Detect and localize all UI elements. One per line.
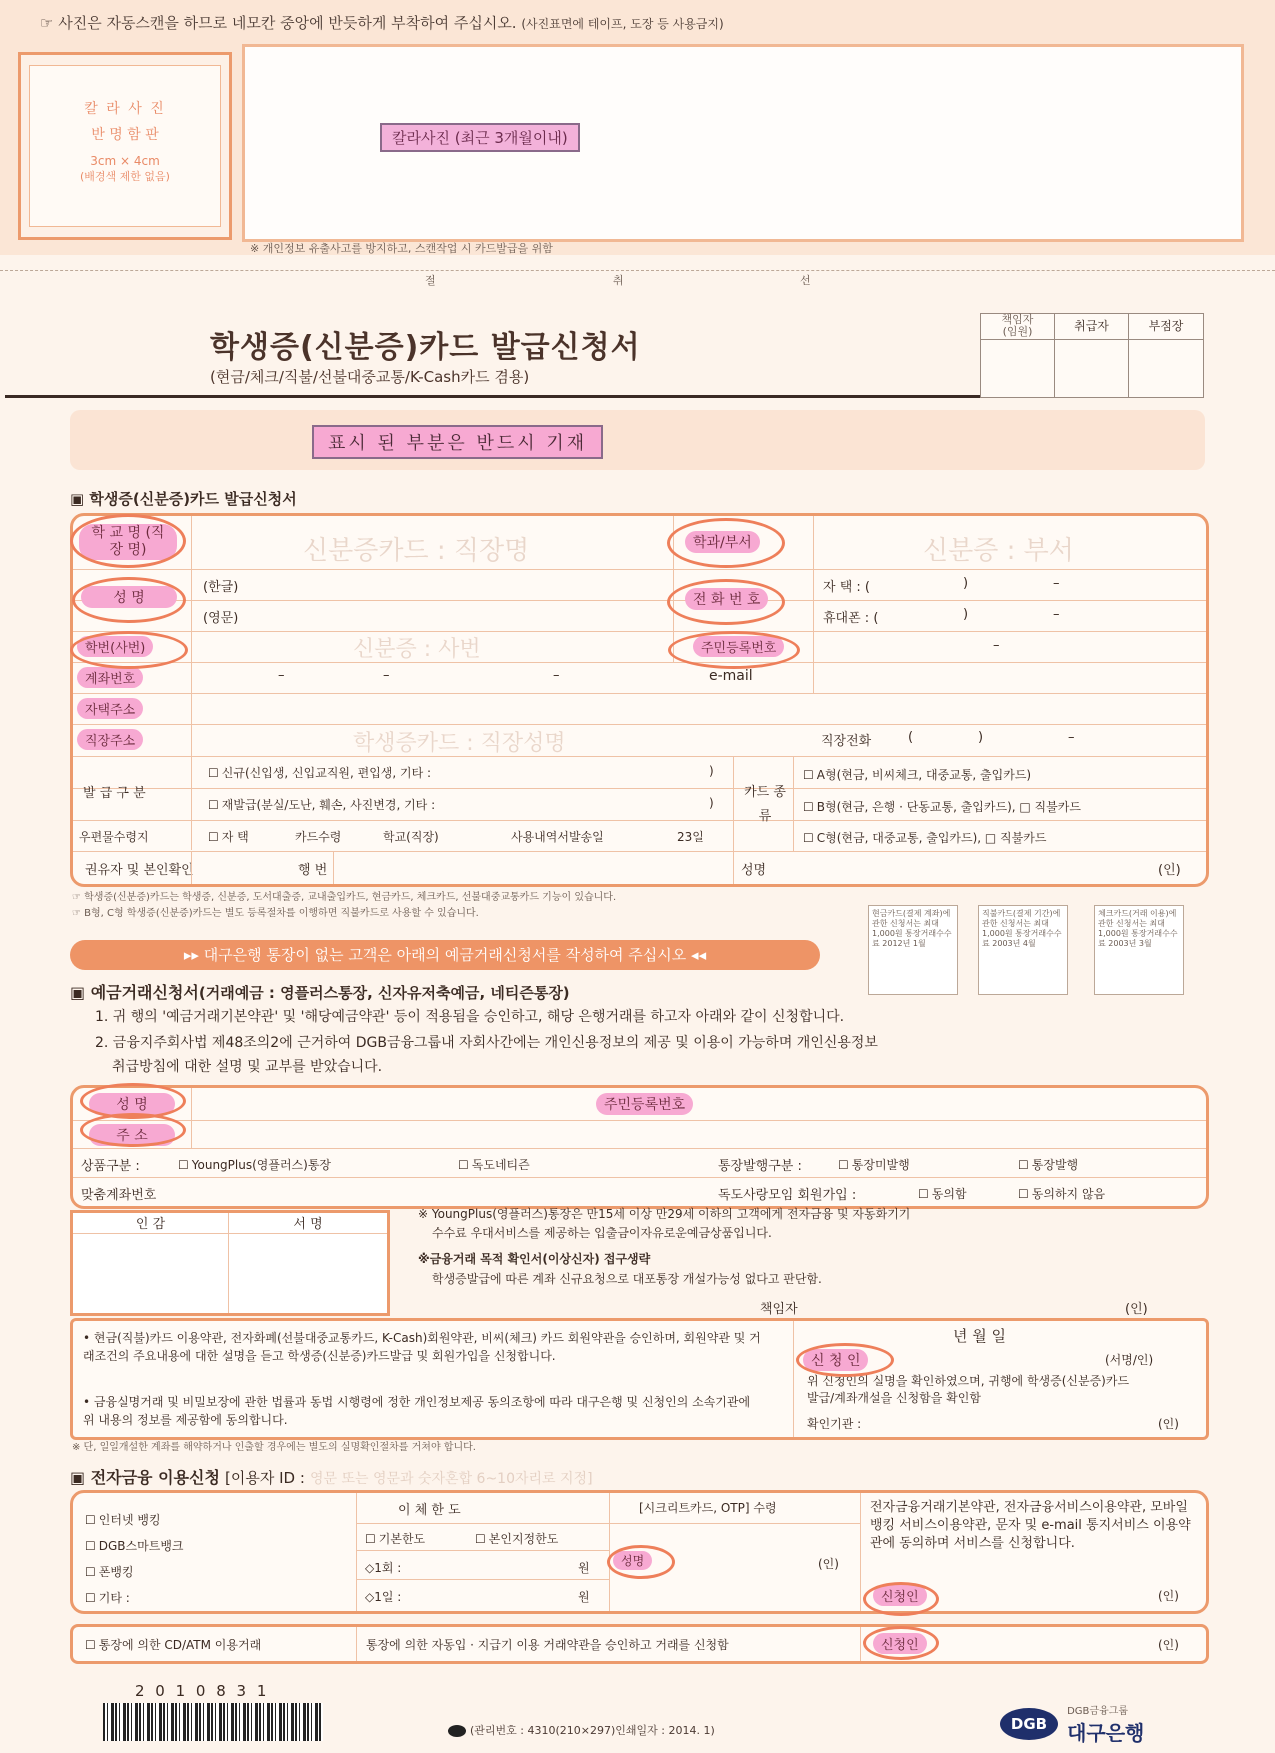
cut-mark: 선 bbox=[800, 274, 811, 287]
watermark-text: 신분증카드 : 직장명 bbox=[303, 536, 530, 566]
fee-notice-box bbox=[1094, 905, 1184, 995]
cut-mark: 취 bbox=[613, 274, 624, 287]
account-dash: – bbox=[553, 668, 560, 683]
custom-limit-checkbox[interactable]: ☐ 본인지정한도 bbox=[475, 1530, 558, 1547]
deposit-para: 취급방침에 대한 설명 및 교부를 받았습니다. bbox=[112, 1059, 383, 1075]
user-id-label: [이용자 ID : bbox=[225, 1469, 305, 1487]
stamp-label: 취급자 bbox=[1055, 314, 1129, 340]
cd-atm-row bbox=[70, 1624, 1209, 1664]
deposit-title: ▣ 예금거래신청서 bbox=[70, 983, 199, 1002]
consent-text: • 현금(직불)카드 이용약관, 전자화폐(선불대중교통카드, K-Cash)회원약관, 비씨(체크) 카드 회원약관을 승인하며, 회원약관 및 거래조건의 주요내용에 대한 설명을 듣고 학생증(신분증)카드발급 및 회원가입을 신청합니다. bbox=[83, 1331, 761, 1363]
once-limit-unit: 원 bbox=[578, 1561, 590, 1575]
reissue-checkbox[interactable]: ☐ 재발급(분실/도난, 훼손, 사진변경, 기타 : bbox=[208, 796, 435, 813]
mobile-close: ) bbox=[963, 607, 969, 622]
phone-label: 전 화 번 호 bbox=[685, 588, 768, 610]
photo-label-frame bbox=[18, 52, 232, 240]
sign-label: 성명 bbox=[741, 863, 767, 878]
photo-attach-area[interactable] bbox=[242, 44, 1244, 242]
ebank-title: ▣ 전자금융 이용신청 bbox=[70, 1468, 220, 1487]
name-kor-label: (한글) bbox=[203, 580, 239, 595]
other-service-checkbox[interactable]: ☐ 기타 : bbox=[85, 1589, 130, 1606]
cut-line bbox=[0, 270, 1275, 271]
mail-place-label: 우편물수령지 bbox=[79, 830, 149, 844]
otp-seal: (인) bbox=[818, 1557, 839, 1571]
card-type-b-checkbox[interactable]: ☐ B형(현금, 은행 · 단동교통, 출입카드), □ 직불카드 bbox=[803, 798, 1081, 815]
title-underline bbox=[5, 395, 980, 398]
home-phone-close: ) bbox=[963, 576, 969, 591]
required-circle bbox=[667, 518, 785, 568]
photo-instruction: ☞ 사진은 자동스캔을 하므로 네모칸 중앙에 반듯하게 부착하여 주십시오. (사진표면에 테이프, 도장 등 사용금지) bbox=[40, 14, 724, 32]
work-phone-dash: – bbox=[1068, 730, 1075, 745]
daily-limit-label: ◇1일 : bbox=[365, 1590, 402, 1604]
cd-atm-applicant-label: 신청인 bbox=[873, 1633, 927, 1654]
barcode-number: 2 0 1 0 8 3 1 bbox=[135, 1682, 270, 1700]
required-circle bbox=[667, 579, 785, 625]
once-limit-label: ◇1회 : bbox=[365, 1561, 402, 1575]
name-eng-label: (영문) bbox=[203, 611, 239, 626]
mail-school-value: 학교(직장) bbox=[383, 830, 439, 844]
work-phone-open: ( bbox=[908, 730, 914, 745]
internet-banking-checkbox[interactable]: ☐ 인터넷 뱅킹 bbox=[85, 1511, 161, 1528]
ebank-applicant-label: 신청인 bbox=[873, 1585, 927, 1606]
photo-label-line: 3cm × 4cm bbox=[90, 154, 160, 168]
fee-notice-box bbox=[978, 905, 1068, 995]
required-circle bbox=[668, 631, 800, 669]
account-dash: – bbox=[383, 668, 390, 683]
basic-limit-checkbox[interactable]: ☐ 기본한도 bbox=[365, 1530, 425, 1547]
confirm-org-label: 확인기관 : bbox=[807, 1417, 862, 1431]
otp-label: [시크리트카드, OTP] 수령 bbox=[639, 1501, 777, 1515]
card-type-a-checkbox[interactable]: ☐ A형(현금, 비씨체크, 대중교통, 출입카드) bbox=[803, 766, 1031, 783]
ebank-title-row bbox=[70, 1465, 593, 1488]
mgmt-number-row bbox=[448, 1722, 715, 1738]
color-photo-badge: 칼라사진 (최근 3개월이내) bbox=[380, 123, 580, 152]
user-id-hint: 영문 또는 영문과 숫자혼합 6~10자리로 지정] bbox=[309, 1471, 593, 1487]
dokdo-netizen-checkbox[interactable]: ☐ 독도네티즌 bbox=[458, 1156, 530, 1173]
barcode bbox=[103, 1703, 323, 1741]
product-label: 상품구분 : bbox=[81, 1159, 140, 1174]
work-address-label: 직장주소 bbox=[77, 729, 143, 750]
statement-date-label: 사용내역서발송일 bbox=[511, 830, 604, 844]
no-passbook-checkbox[interactable]: ☐ 통장미발행 bbox=[838, 1156, 910, 1173]
deposit-name-label: 성 명 bbox=[89, 1093, 175, 1115]
photo-label-line: 칼 라 사 진 bbox=[84, 101, 166, 117]
mobile-dash: – bbox=[1053, 607, 1060, 622]
deposit-para: 2. 금융지주회사법 제48조의2에 근거하여 DGB금융그룹내 자회사간에는 개인신용정보의 제공 및 이용이 가능하며 개인신용정보 bbox=[95, 1035, 878, 1051]
applicant-label: 신 청 인 bbox=[803, 1349, 868, 1371]
required-circle bbox=[70, 631, 188, 669]
statement-day-value: 23일 bbox=[677, 830, 704, 844]
authority-label: 권유자 및 본인확인 bbox=[85, 863, 194, 878]
dgb-logo-icon: DGB bbox=[1000, 1708, 1058, 1740]
fee-notice-text: 현금카드(결제 계좌)에 관한 신청서는 최대 1,000원 통장거래수수료 2012년 1월 bbox=[872, 909, 952, 948]
cd-atm-seal: (인) bbox=[1158, 1638, 1179, 1652]
reissue-close: ) bbox=[709, 796, 714, 810]
card-type-c-checkbox[interactable]: ☐ C형(현금, 대중교통, 출입카드), □ 직불카드 bbox=[803, 829, 1046, 846]
photo-footnote: ※ 개인정보 유출사고를 방지하고, 스캔작업 시 카드발급을 위함 bbox=[250, 242, 553, 255]
card-type-label: 카드 종류 bbox=[744, 785, 786, 824]
required-circle bbox=[863, 1626, 939, 1660]
card-application-form bbox=[70, 513, 1209, 887]
deposit-title-sub: (거래예금 : 영플러스통장, 신자유저축예금, 네티즌통장) bbox=[198, 984, 570, 1002]
card-note: ☞ 학생증(신분증)카드는 학생증, 신분증, 도서대출증, 교내출입카드, 현금카드, 체크카드, 선불대중교통카드 기능이 있습니다. bbox=[72, 892, 617, 903]
passbook-checkbox[interactable]: ☐ 통장발행 bbox=[1018, 1156, 1078, 1173]
fee-notice-text: 체크카드(거래 이용)에 관한 신청서는 최대 1,000원 통장거래수수료 2003년 3월 bbox=[1098, 909, 1178, 948]
dept-label: 학과/부서 bbox=[685, 531, 760, 553]
young-plus-note: ※ YoungPlus(영플러스)통장은 만15세 이상 만29세 이하의 고객에게 전자금융 및 자동화기기 bbox=[418, 1207, 911, 1221]
passbook-label: 통장발행구분 : bbox=[718, 1159, 802, 1174]
required-banner-bg bbox=[70, 410, 1205, 470]
photo-label-small: (배경색 제한 없음) bbox=[80, 170, 170, 183]
home-address-label: 자택주소 bbox=[77, 698, 143, 719]
mobile-label: 휴대폰 : ( bbox=[823, 611, 879, 626]
watermark-text: 신분증 : 사번 bbox=[353, 637, 481, 662]
dokdo-member-label: 독도사랑모임 회원가입 : bbox=[718, 1188, 857, 1203]
new-issue-checkbox[interactable]: ☐ 신규(신입생, 신입교직원, 편입생, 기타 : bbox=[208, 764, 431, 781]
fee-notice-box bbox=[868, 905, 958, 995]
required-circle bbox=[72, 577, 186, 623]
page-subtitle: (현금/체크/직불/선불대중교통/K-Cash카드 겸용) bbox=[210, 368, 530, 386]
applicant-sign-seal: (서명/인) bbox=[1105, 1353, 1154, 1367]
sign-column-label: 서 명 bbox=[229, 1213, 387, 1234]
deposit-address-label: 주 소 bbox=[89, 1124, 175, 1146]
account-label: 계좌번호 bbox=[77, 667, 143, 688]
stamp-label: 책임자 bbox=[1001, 313, 1034, 326]
required-circle bbox=[607, 1545, 675, 1579]
deposit-section-title bbox=[70, 980, 570, 1003]
ebank-terms-text: 전자금융거래기본약관, 전자금융서비스이용약관, 모바일뱅킹 서비스이용약관, 문자 및 e-mail 통지서비스 이용약관에 동의하며 서비스를 신청합니다. bbox=[870, 1500, 1191, 1551]
phone-banking-checkbox[interactable]: ☐ 폰뱅킹 bbox=[85, 1563, 134, 1580]
required-circle bbox=[863, 1582, 939, 1616]
bank-logo bbox=[1000, 1702, 1144, 1746]
school-name-label: 학 교 명 (직 장 명) bbox=[79, 524, 177, 560]
cd-atm-terms: 통장에 의한 자동입 · 지급기 이용 거래약관을 승인하고 거래를 신청함 bbox=[366, 1638, 729, 1652]
mgmt-number: (관리번호 : 4310(210×297)인쇄일자 : 2014. 1) bbox=[470, 1724, 715, 1737]
smart-bank-checkbox[interactable]: ☐ DGB스마트뱅크 bbox=[85, 1537, 184, 1554]
home-phone-label: 자 택 : ( bbox=[823, 580, 870, 595]
transfer-limit-label: 이 체 한 도 bbox=[398, 1503, 461, 1518]
disagree-checkbox[interactable]: ☐ 동의하지 않음 bbox=[1018, 1185, 1105, 1202]
circle-mark-icon bbox=[448, 1725, 466, 1737]
required-banner: 표시 된 부분은 반드시 기재 bbox=[312, 425, 603, 459]
email-label: e-mail bbox=[709, 668, 753, 684]
new-issue-close: ) bbox=[709, 764, 714, 778]
work-phone-close: ) bbox=[978, 730, 984, 745]
stamp-label: 부점장 bbox=[1129, 314, 1203, 340]
stamp-box bbox=[980, 313, 1204, 398]
rrn-dash: – bbox=[993, 638, 1000, 653]
fee-notice-text: 직불카드(결제 기간)에 관한 신청서는 최대 1,000원 통장거래수수료 2003년 4월 bbox=[982, 909, 1062, 948]
daily-limit-unit: 원 bbox=[578, 1590, 590, 1604]
card-note: ☞ B형, C형 학생증(신분증)카드는 별도 등록절차를 이행하면 직불카드로 사용할 수 있습니다. bbox=[72, 908, 479, 919]
seal-mark: (인) bbox=[1158, 863, 1181, 878]
young-plus-note: 수수료 우대서비스를 제공하는 입출금이자유로운예금상품입니다. bbox=[432, 1226, 772, 1240]
manager-label: 책임자 bbox=[760, 1302, 798, 1317]
watermark-text: 신분증 : 부서 bbox=[923, 536, 1074, 566]
deposit-form bbox=[70, 1085, 1209, 1209]
page-title: 학생증(신분증)카드 발급신청서 bbox=[210, 330, 641, 365]
financial-purpose-note: 학생증발급에 따른 계좌 신규요청으로 대포통장 개설가능성 없다고 판단함. bbox=[432, 1272, 822, 1286]
watermark-text: 학생증카드 : 직장성명 bbox=[353, 731, 566, 756]
manager-seal: (인) bbox=[1125, 1302, 1148, 1317]
required-circle bbox=[80, 1113, 186, 1147]
consent-text: • 금융실명거래 및 비밀보장에 관한 법률과 동법 시행령에 정한 개인정보제공 동의조항에 따라 대구은행 및 신청인의 소속기관에 위 내용의 정보를 제공함에 동의합니다. bbox=[83, 1395, 751, 1427]
card-receipt-label: 카드수령 bbox=[295, 830, 342, 844]
deposit-para: 1. 귀 행의 '예금거래기본약관' 및 '해당예금약관' 등이 적용됨을 승인하고, 해당 은행거래를 하고자 아래와 같이 신청합니다. bbox=[95, 1009, 845, 1025]
consent-date: 년 월 일 bbox=[953, 1327, 1007, 1345]
cd-atm-checkbox[interactable]: ☐ 통장에 의한 CD/ATM 이용거래 bbox=[85, 1636, 261, 1653]
seal-column-label: 인 감 bbox=[73, 1213, 229, 1234]
pointer-icon: ☞ bbox=[40, 14, 59, 32]
rrn-label: 주민등록번호 bbox=[693, 636, 784, 657]
seal-sign-box bbox=[70, 1210, 390, 1316]
mail-home-checkbox[interactable]: ☐ 자 택 bbox=[208, 828, 249, 845]
otp-sign-label: 성명 bbox=[613, 1551, 652, 1570]
match-account-label: 맞춤계좌번호 bbox=[81, 1188, 157, 1203]
deposit-rrn-label: 주민등록번호 bbox=[596, 1093, 693, 1115]
bank-name: 대구은행 bbox=[1067, 1721, 1145, 1745]
student-id-label: 학번(사번) bbox=[77, 636, 153, 657]
required-circle bbox=[70, 514, 186, 568]
name-label: 성 명 bbox=[81, 586, 177, 608]
young-plus-checkbox[interactable]: ☐ YoungPlus(영플러스)통장 bbox=[178, 1156, 331, 1173]
financial-purpose-note: ※금융거래 목적 확인서(이상신자) 접구생략 bbox=[418, 1252, 651, 1266]
home-phone-dash: – bbox=[1053, 576, 1060, 591]
bank-group-name: DGB금융그룹 bbox=[1067, 1706, 1129, 1717]
card-section-title: ▣ 학생증(신분증)카드 발급신청서 bbox=[70, 490, 297, 508]
agree-checkbox[interactable]: ☐ 동의함 bbox=[918, 1185, 967, 1202]
consent-box bbox=[70, 1318, 1209, 1440]
staff-no-label: 행 번 bbox=[298, 863, 328, 878]
required-circle bbox=[796, 1343, 894, 1377]
confirm-text: 위 신청인의 실명을 확인하였으며, 귀행에 학생증(신분증)카드발급/계좌개설을 신청함을 확인함 bbox=[807, 1374, 1130, 1405]
no-account-banner: ▸▸ 대구은행 통장이 없는 고객은 아래의 예금거래신청서를 작성하여 주십시오 ◂◂ bbox=[70, 940, 820, 970]
issue-type-label: 발 급 구 분 bbox=[83, 786, 146, 801]
account-dash: – bbox=[278, 668, 285, 683]
photo-label-line: 반 명 함 판 bbox=[91, 127, 159, 143]
photo-section bbox=[0, 0, 1275, 255]
confirm-seal: (인) bbox=[1158, 1417, 1179, 1431]
consent-footnote: ※ 단, 일일개설한 계좌를 해약하거나 인출할 경우에는 별도의 실명확인절차를 거쳐야 합니다. bbox=[72, 1442, 476, 1453]
ebank-applicant-seal: (인) bbox=[1158, 1589, 1179, 1603]
cut-mark: 절 bbox=[425, 274, 436, 287]
work-phone-label: 직장전화 bbox=[821, 734, 872, 749]
stamp-sub: (임원) bbox=[1002, 325, 1033, 338]
